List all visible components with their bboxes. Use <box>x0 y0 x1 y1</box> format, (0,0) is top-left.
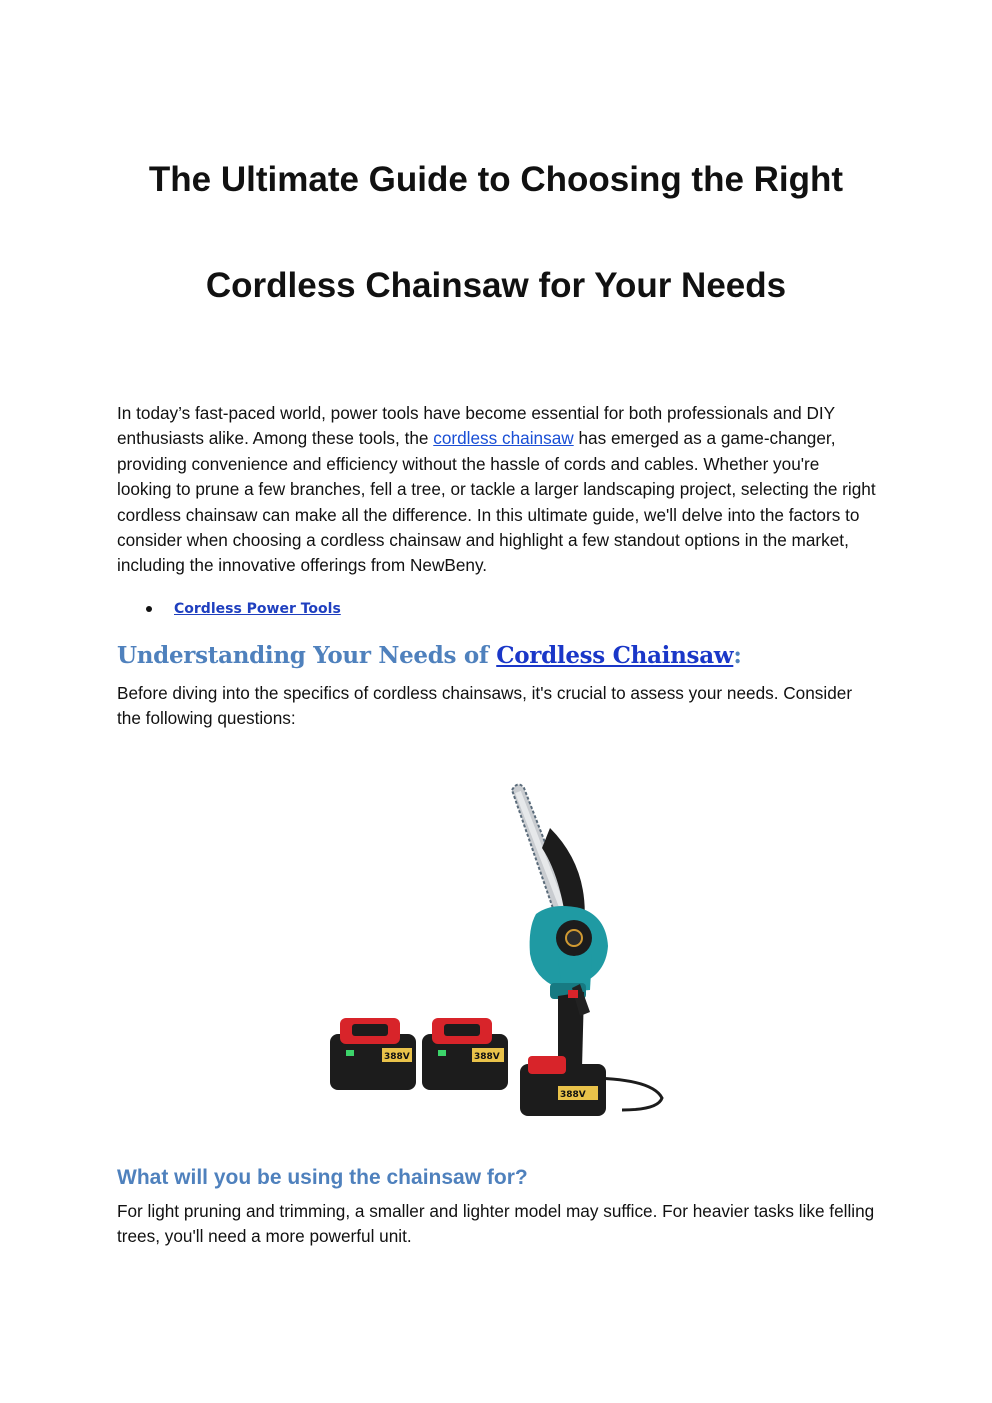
chainsaw-head <box>530 906 608 999</box>
battery-left <box>330 1018 416 1090</box>
page-title-line-2: Cordless Chainsaw for Your Needs <box>205 266 787 305</box>
page-title-line-1: The Ultimate Guide to Choosing the Right <box>148 160 844 199</box>
section-heading-usage: What will you be using the chainsaw for? <box>117 1166 528 1189</box>
heading-colon: : <box>733 642 742 669</box>
battery-label: 388V <box>560 1090 586 1100</box>
cordless-chainsaw-link[interactable]: cordless chainsaw <box>433 428 574 449</box>
section-paragraph-usage: For light pruning and trimming, a smaller and lighter model may suffice. For heavier tasks like felling trees, you'll need a more powerful unit. <box>117 1201 875 1247</box>
intro-paragraph <box>117 401 877 579</box>
battery-attached <box>520 1056 606 1116</box>
cordless-power-tools-link[interactable]: Cordless Power Tools <box>174 601 341 617</box>
intro-text-end: has emerged as a game-changer, providing convenience and efficiency without the hassle of cords and cables. Whether you're looking to prune a few branches, fell a tree, or tackle a larger landscaping project, selecting the right cordless chainsaw can make all the difference. In this ultimate guide, we'll delve into the factors to consider when choosing a cordless chainsaw and highlight a few standout options in the market, including the innovative offerings from NewBeny. <box>117 428 876 576</box>
bullet-icon <box>146 606 152 612</box>
battery-middle <box>422 1018 508 1090</box>
section-paragraph-needs: Before diving into the specifics of cordless chainsaws, it's crucial to assess your needs. Consider the following questions: <box>117 683 853 729</box>
battery-label: 388V <box>474 1052 500 1062</box>
list-item <box>146 601 341 617</box>
heading-text: Understanding Your Needs of <box>117 642 497 669</box>
intro-text-start: In today’s fast-paced world, power tools have become essential for both professionals and DIY enthusiasts alike. Among these tools, the <box>117 403 835 449</box>
chainsaw-product-image <box>322 778 682 1128</box>
related-links-list <box>146 601 341 617</box>
section-heading-understanding-needs <box>117 642 742 669</box>
battery-label: 388V <box>384 1052 410 1062</box>
heading-cordless-chainsaw-link[interactable]: Cordless Chainsaw <box>496 642 734 669</box>
